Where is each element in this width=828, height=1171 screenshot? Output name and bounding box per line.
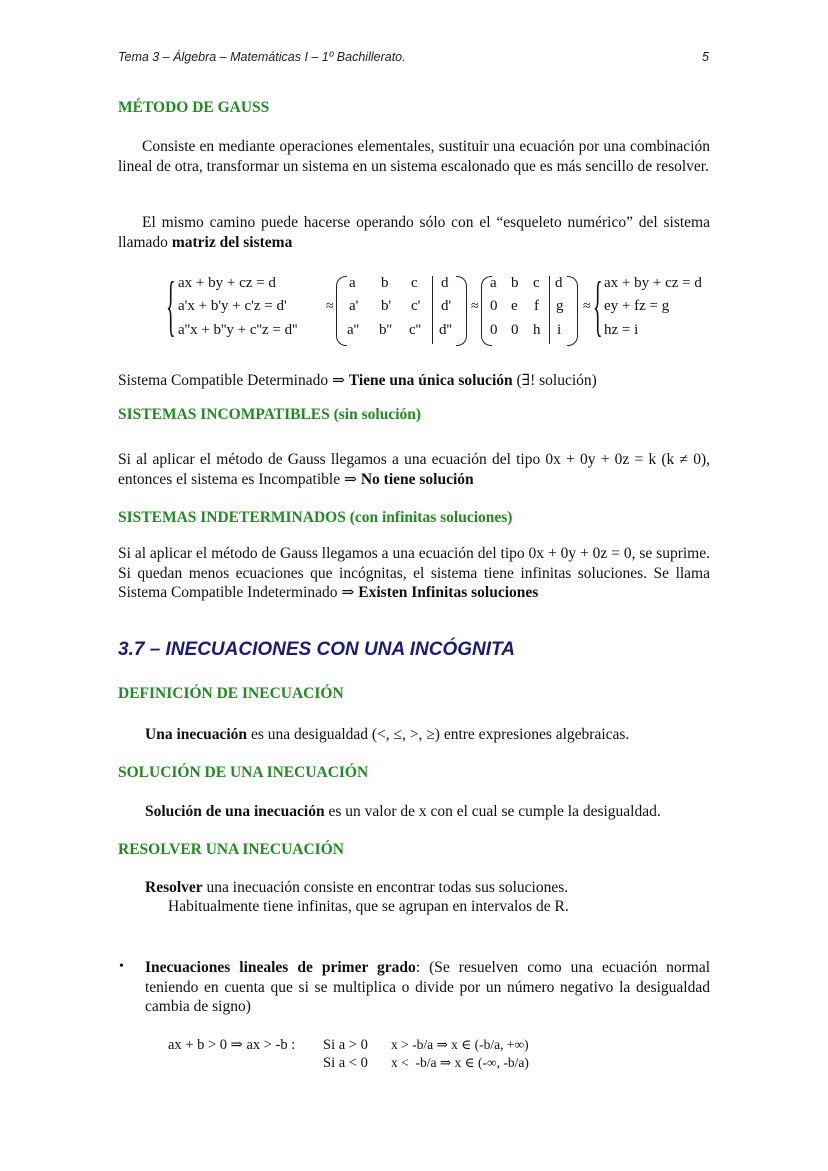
matrix-cell: e xyxy=(511,298,518,314)
running-header: Tema 3 – Álgebra – Matemáticas I – 1º Bachillerato. xyxy=(118,50,406,64)
resolver-line2: Habitualmente tiene infinitas, que se agrupan en intervalos de R. xyxy=(168,898,569,915)
solucion-text xyxy=(145,803,661,821)
matrix-cell: c xyxy=(533,275,540,291)
heading-resolver: RESOLVER UNA INECUACIÓN xyxy=(118,841,344,858)
system1-eq: a''x + b''y + c''z = d'' xyxy=(178,322,298,338)
section-title: 3.7 – INECUACIONES CON UNA INCÓGNITA xyxy=(118,639,515,660)
paragraph-text: (∃! solución) xyxy=(512,372,597,389)
matrix-cell: b xyxy=(381,275,389,291)
bold-term: Inecuaciones lineales de primer grado xyxy=(145,959,416,976)
system1-eq: ax + by + cz = d xyxy=(178,275,276,291)
paragraph-text: El mismo camino puede hacerse operando sólo con el “esqueleto numérico” del sistema llamado xyxy=(118,214,710,251)
matrix-cell: d'' xyxy=(439,322,452,338)
paragraph-text: es un valor de x con el cual se cumple la desigualdad. xyxy=(324,803,661,820)
paragraph-text: Si al aplicar el método de Gauss llegamos a una ecuación del tipo 0x + 0y + 0z = k (k ≠ 0), entonces el sistema es Incompatible ⇒ xyxy=(118,451,710,488)
page-number: 5 xyxy=(702,50,709,64)
gauss-paragraph-1 xyxy=(118,137,710,176)
gauss-equation-block xyxy=(0,272,828,352)
augment-bar xyxy=(432,276,433,344)
matrix-cell: a' xyxy=(349,298,359,314)
bullet-icon: • xyxy=(119,959,124,974)
math-line-2 xyxy=(168,1055,568,1075)
bold-term: Solución de una inecuación xyxy=(145,803,325,820)
matrix-cell: i xyxy=(557,322,562,338)
matrix-cell: g xyxy=(556,298,564,314)
math-expression: ax + b > 0 ⇒ ax > -b : xyxy=(168,1037,296,1053)
left-brace-icon: { xyxy=(166,270,176,345)
matrix-cell: f xyxy=(534,298,539,314)
lineales-paragraph xyxy=(145,958,710,1017)
right-paren-icon xyxy=(567,276,578,346)
heading-incompatibles: SISTEMAS INCOMPATIBLES (sin solución) xyxy=(118,406,422,423)
bold-term: Existen Infinitas soluciones xyxy=(358,584,539,601)
gauss-paragraph-2 xyxy=(118,213,710,252)
resolver-text xyxy=(145,879,568,897)
matrix-cell: 0 xyxy=(511,322,519,338)
paragraph-text: Si al aplicar el método de Gauss llegamos a una ecuación del tipo 0x + 0y + 0z = 0, se suprime. Si quedan menos ecuaciones que incógnitas, el sistema tiene infinitas soluciones. Se llama Sistema Compatible Indeterminado ⇒ xyxy=(118,545,710,601)
incompatibles-paragraph xyxy=(118,450,710,489)
matrix-cell: d xyxy=(555,275,563,291)
bold-term: Tiene una única solución xyxy=(348,372,513,389)
paragraph-text: : (Se resuelven como una ecuación normal teniendo en cuenta que si se multiplica o divide por un número negativo la desigualdad cambia de signo) xyxy=(145,959,711,1015)
system2-eq: ax + by + cz = d xyxy=(604,275,702,291)
matrix-cell: c xyxy=(411,275,418,291)
matrix-cell: a xyxy=(490,275,497,291)
math-condition: Si a > 0 xyxy=(323,1037,368,1053)
math-line-1 xyxy=(168,1037,529,1054)
heading-solucion: SOLUCIÓN DE UNA INECUACIÓN xyxy=(118,764,369,781)
matrix-cell: d' xyxy=(441,298,452,314)
matrix-cell: a xyxy=(349,275,356,291)
math-condition: Si a < 0 xyxy=(323,1055,368,1071)
bold-term: matriz del sistema xyxy=(171,233,293,251)
matrix-cell: b'' xyxy=(379,322,392,338)
heading-definicion: DEFINICIÓN DE INECUACIÓN xyxy=(118,685,344,702)
matrix-cell: h xyxy=(533,322,541,338)
paragraph-text: Sistema Compatible Determinado ⇒ xyxy=(118,372,349,389)
system2-eq: hz = i xyxy=(604,322,639,338)
math-result: x > -b/a ⇒ x ∈ (-b/a, +∞) xyxy=(391,1037,529,1052)
system1-eq: a'x + b'y + c'z = d' xyxy=(178,298,287,314)
definicion-text xyxy=(145,726,629,744)
matrix-cell: d xyxy=(441,275,449,291)
matrix-cell: c'' xyxy=(409,322,422,338)
approx-symbol: ≈ xyxy=(583,299,591,314)
left-brace-icon: { xyxy=(593,270,603,345)
matrix-cell: 0 xyxy=(490,298,498,314)
matrix-cell: b' xyxy=(381,298,392,314)
left-paren-icon xyxy=(336,276,347,346)
bold-term: No tiene solución xyxy=(360,470,474,488)
bold-term: Resolver xyxy=(145,879,203,896)
approx-symbol: ≈ xyxy=(471,299,479,314)
matrix-cell: a'' xyxy=(347,322,360,338)
compatible-determinado-line xyxy=(118,371,710,391)
bold-term: Una inecuación xyxy=(145,726,248,743)
right-paren-icon xyxy=(456,276,467,346)
math-result: x < -b/a ⇒ x ∈ (-∞, -b/a) xyxy=(391,1055,529,1070)
approx-symbol: ≈ xyxy=(326,299,334,314)
paragraph-text: es una desigualdad (<, ≤, >, ≥) entre expresiones algebraicas. xyxy=(247,726,630,743)
heading-indeterminados: SISTEMAS INDETERMINADOS (con infinitas soluciones) xyxy=(118,509,513,526)
heading-metodo-gauss: MÉTODO DE GAUSS xyxy=(118,99,270,116)
paragraph-text: una inecuación consiste en encontrar todas sus soluciones. xyxy=(202,879,569,896)
matrix-cell: 0 xyxy=(490,322,498,338)
indeterminados-paragraph xyxy=(118,544,710,603)
augment-bar xyxy=(549,276,550,344)
paragraph-text: Consiste en mediante operaciones elementales, sustituir una ecuación por una combinación lineal de otra, transformar un sistema en un sistema escalonado que es más sencillo de resolver. xyxy=(118,138,710,175)
matrix-cell: b xyxy=(511,275,519,291)
system2-eq: ey + fz = g xyxy=(604,298,670,314)
matrix-cell: c' xyxy=(411,298,421,314)
